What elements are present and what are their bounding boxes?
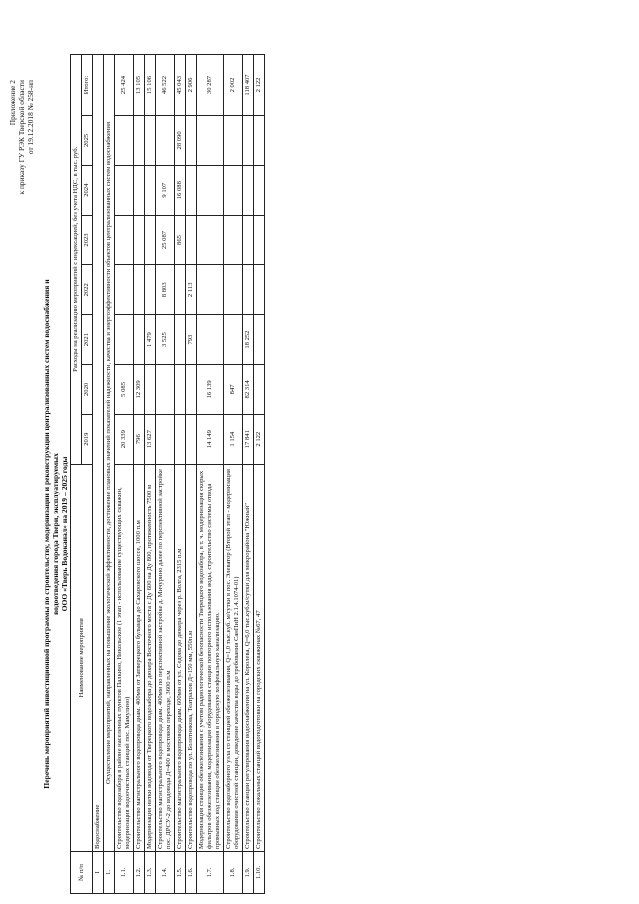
row-value xyxy=(175,414,186,464)
row-name: Строительство водопровода по ул. Болотникова, Театралов Д=150 мм, 550п.м xyxy=(186,464,197,851)
row-num: 1.10. xyxy=(254,851,265,893)
row-value xyxy=(224,315,243,365)
annex-line-3: от 19.12.2018 № 258-нп xyxy=(26,80,35,155)
row-value: 796 xyxy=(134,414,145,464)
row-value: 847 xyxy=(224,364,243,414)
row-value xyxy=(175,265,186,315)
title-line-2: ООО «Тверь Водоканал» на 2019 – 2025 годы xyxy=(60,456,69,612)
section-num: I xyxy=(93,851,104,893)
row-num: 1.6. xyxy=(186,851,197,893)
row-total: 46 522 xyxy=(156,55,175,116)
row-value xyxy=(224,116,243,166)
row-value: 17 841 xyxy=(243,414,254,464)
subsection-row xyxy=(104,55,115,894)
row-value xyxy=(197,315,224,365)
row-value xyxy=(175,315,186,365)
investment-table xyxy=(70,54,265,894)
row-value: 16 088 xyxy=(175,165,186,215)
row-value xyxy=(254,315,265,365)
row-total: 45 043 xyxy=(175,55,186,116)
header-expenses: Расходы на реализацию мероприятий с индексацией, без учета НДС, в тыс. руб. xyxy=(71,55,82,465)
row-name: Строительство локальных станций водоподготовки на городских скважинах №67, 47 xyxy=(254,464,265,851)
row-num: 1.4. xyxy=(156,851,175,893)
row-name: Строительство станции регулирования водоснабжения на ул. Королева, Q=6,0 тыс.куб.м/сутки для микрорайона "Южный" xyxy=(243,464,254,851)
row-value xyxy=(134,165,145,215)
table-row xyxy=(186,55,197,894)
row-value: 3 525 xyxy=(156,315,175,365)
header-year: 2024 xyxy=(82,165,93,215)
row-value: 793 xyxy=(186,315,197,365)
row-value xyxy=(197,215,224,265)
header-year: 2022 xyxy=(82,265,93,315)
row-value xyxy=(254,116,265,166)
header-year: 2019 xyxy=(82,414,93,464)
row-value xyxy=(134,265,145,315)
subsection-title: Осуществление мероприятий, направленных на повышение экологической эффективности, достижение плановых значений показателей надежности, качества и энергоэффективности объектов централизованных систем водоснабжения xyxy=(104,55,115,852)
row-name: Строительство магистрального водопровода диам. 400мм по перспективной застройке д. Мичурино далее по перспективной застройке пос. ДРСУ-2 до водовода Д=400 в мостовом переходе, 3600 п.м xyxy=(156,464,175,851)
header-year: 2023 xyxy=(82,215,93,265)
row-value xyxy=(224,165,243,215)
row-value xyxy=(254,165,265,215)
row-value: 28 090 xyxy=(175,116,186,166)
row-value: 12 309 xyxy=(134,364,145,414)
row-value xyxy=(254,364,265,414)
row-value xyxy=(243,165,254,215)
row-value xyxy=(186,116,197,166)
row-value xyxy=(175,364,186,414)
row-value: 1 154 xyxy=(224,414,243,464)
row-value xyxy=(197,265,224,315)
row-value xyxy=(186,215,197,265)
row-total: 15 106 xyxy=(145,55,156,116)
row-value xyxy=(145,215,156,265)
table-row xyxy=(175,55,186,894)
title-line-1: Перечень мероприятий инвестиционной программы по строительству, модернизации и реконструкции централизованных систем водоснабжения и водоотведения города Твери, эксплуатируемых xyxy=(42,279,60,789)
row-value xyxy=(254,215,265,265)
row-name: Строительство магистрального водопровода диам. 600мм от ул. Седова до дюкера через р. Волга, 2315 п.м xyxy=(175,464,186,851)
row-name: Строительство магистрального водопровода диам. 400мм от Затверецкого бульвара до Сахаровского шоссе, 1000 п.м xyxy=(134,464,145,851)
row-value xyxy=(115,165,134,215)
row-num: 1.1. xyxy=(115,851,134,893)
row-value xyxy=(145,265,156,315)
row-value xyxy=(115,265,134,315)
row-value xyxy=(134,116,145,166)
row-num: 1.3. xyxy=(145,851,156,893)
row-name: Строительство водозабора в районе населенных пунктов Палкино, Никольское (1 этап - использование существующих скважин, модернизация водоочистных станций пос. Мамулино) xyxy=(115,464,134,851)
row-total: 2 906 xyxy=(186,55,197,116)
row-value xyxy=(115,315,134,365)
row-num: 1.2. xyxy=(134,851,145,893)
header-name: Наименование мероприятия xyxy=(71,464,93,851)
row-num: 1.9. xyxy=(243,851,254,893)
row-value: 1 479 xyxy=(145,315,156,365)
row-value xyxy=(115,116,134,166)
row-value: 13 627 xyxy=(145,414,156,464)
row-value xyxy=(186,414,197,464)
row-value xyxy=(145,364,156,414)
row-value xyxy=(197,165,224,215)
annex-line-2: к приказу ГУ РЭК Тверской области xyxy=(17,80,26,195)
row-value xyxy=(145,116,156,166)
row-value xyxy=(186,165,197,215)
section-title: Водоснабжение xyxy=(93,55,104,852)
row-value xyxy=(254,265,265,315)
row-value: 14 149 xyxy=(197,414,224,464)
row-value xyxy=(156,116,175,166)
row-value xyxy=(156,414,175,464)
row-total: 2 122 xyxy=(254,55,265,116)
table-row xyxy=(115,55,134,894)
section-row xyxy=(93,55,104,894)
row-value: 18 252 xyxy=(243,315,254,365)
table-row xyxy=(243,55,254,894)
row-value: 8 803 xyxy=(156,265,175,315)
header-row-1 xyxy=(71,55,82,894)
row-value xyxy=(243,215,254,265)
row-name: Модернизация станции обезжелезивания с учетом радиологической безопасности Тверецкого водозабора, в т. ч. модернизация скорых фильтров обезжелезивания, модернизация оборудования станции повторного использования воды, строительство системы отвода промывных вод станции обезжелезивания в городскую хозфекальную канализацию. xyxy=(197,464,224,851)
row-value: 16 139 xyxy=(197,364,224,414)
table-row xyxy=(224,55,243,894)
row-value xyxy=(243,116,254,166)
header-num: № п/п xyxy=(71,851,93,893)
row-value xyxy=(115,215,134,265)
row-value: 2 122 xyxy=(254,414,265,464)
table-row xyxy=(197,55,224,894)
row-value: 5 085 xyxy=(115,364,134,414)
row-value: 82 314 xyxy=(243,364,254,414)
row-total: 2 002 xyxy=(224,55,243,116)
row-name: Строительство водозаборного узла со станцией обезжелезивания, Q=1,0 тыс.куб. м/сутки в пос. Элеватор (Второй этап - модернизация оборудования очистной станции, доведение качества воды до требования СанПиН 2.1.4.1074-01) xyxy=(224,464,243,851)
header-total: Итого: xyxy=(82,55,93,116)
row-value xyxy=(145,165,156,215)
row-name: Модернизация нитки водовода от Тверецкого водозабора до дюкера Восточного моста с Ду 600 на Ду 800, протяженность 7500 м xyxy=(145,464,156,851)
row-value: 25 087 xyxy=(156,215,175,265)
row-num: 1.8. xyxy=(224,851,243,893)
row-value xyxy=(243,265,254,315)
header-year: 2021 xyxy=(82,315,93,365)
row-total: 13 105 xyxy=(134,55,145,116)
row-total: 30 287 xyxy=(197,55,224,116)
row-value xyxy=(197,116,224,166)
document-title xyxy=(42,254,69,814)
row-value xyxy=(134,315,145,365)
row-total: 25 424 xyxy=(115,55,134,116)
row-value xyxy=(224,265,243,315)
row-value: 865 xyxy=(175,215,186,265)
table-row xyxy=(156,55,175,894)
table-row xyxy=(134,55,145,894)
table-row xyxy=(145,55,156,894)
header-year: 2020 xyxy=(82,364,93,414)
row-value: 2 113 xyxy=(186,265,197,315)
row-value xyxy=(134,215,145,265)
row-num: 1.7. xyxy=(197,851,224,893)
row-value: 9 107 xyxy=(156,165,175,215)
annex-header xyxy=(8,80,35,195)
subsection-num: 1. xyxy=(104,851,115,893)
row-num: 1.5. xyxy=(175,851,186,893)
row-value xyxy=(186,364,197,414)
row-total: 118 407 xyxy=(243,55,254,116)
row-value xyxy=(224,215,243,265)
header-year: 2025 xyxy=(82,116,93,166)
table-row xyxy=(254,55,265,894)
row-value: 20 339 xyxy=(115,414,134,464)
row-value xyxy=(156,364,175,414)
annex-line-1: Приложение 2 xyxy=(8,80,17,126)
